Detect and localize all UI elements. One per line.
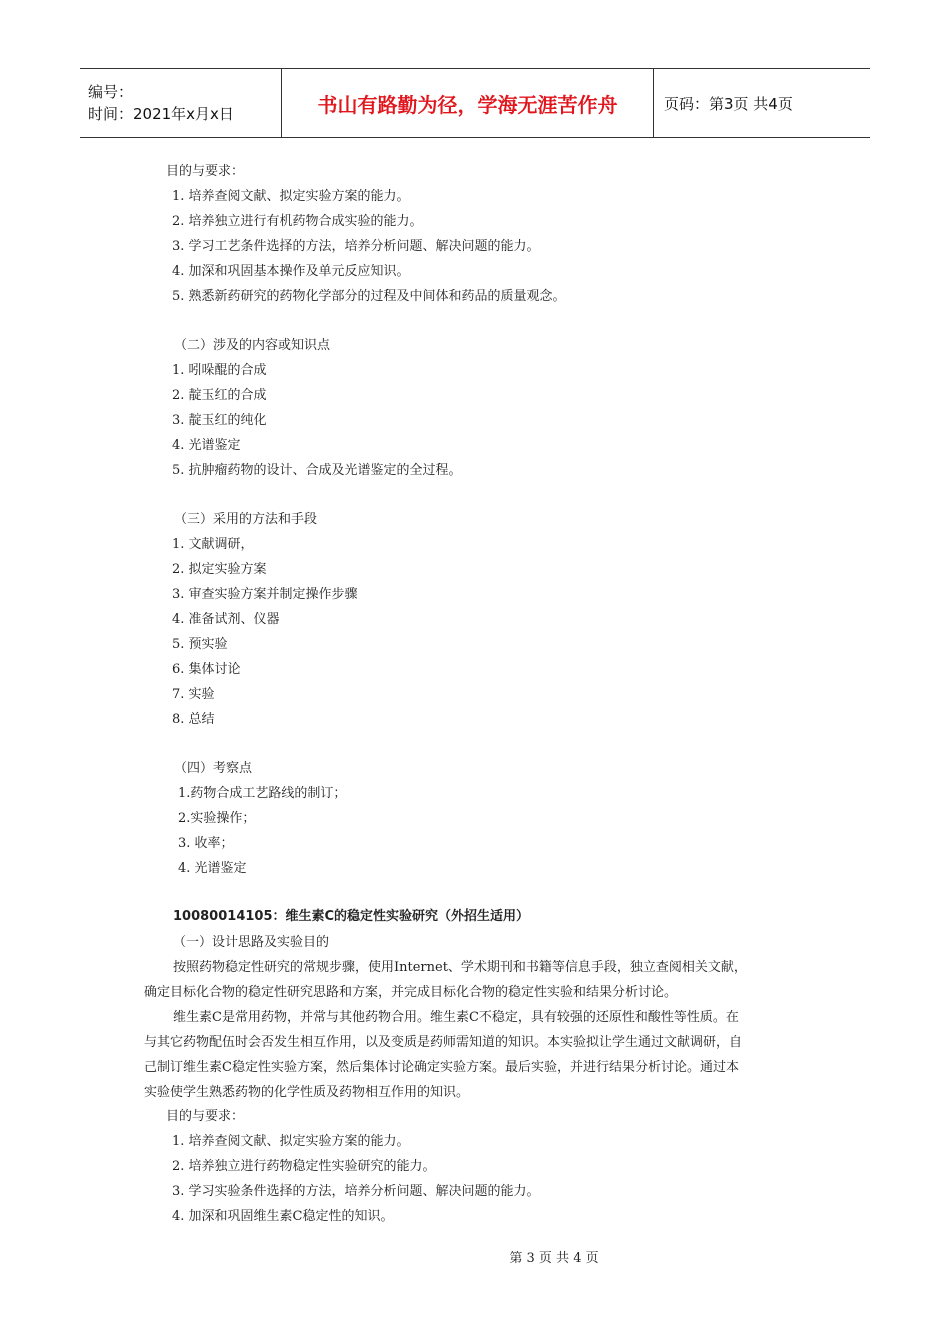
content-heading: （二）涉及的内容或知识点	[174, 338, 331, 353]
exam-item: 3. 收率；	[178, 836, 234, 851]
method-item: 3. 审查实验方案并制定操作步骤	[172, 587, 358, 602]
content-item: 4. 光谱鉴定	[172, 438, 241, 453]
design-heading: （一）设计思路及实验目的	[173, 935, 330, 950]
method-item: 1. 文献调研，	[172, 537, 254, 552]
content-item: 5. 抗肿瘤药物的设计、合成及光谱鉴定的全过程。	[172, 463, 462, 478]
document-header	[80, 68, 870, 138]
method-item: 5. 预实验	[172, 637, 228, 652]
goal-item: 4. 加深和巩固基本操作及单元反应知识。	[172, 264, 410, 279]
exam-item: 1.药物合成工艺路线的制订；	[178, 786, 347, 801]
methods-heading: （三）采用的方法和手段	[174, 512, 318, 527]
paragraph-line: 实验使学生熟悉药物的化学性质及药物相互作用的知识。	[144, 1085, 470, 1100]
content-item: 1. 吲哚醌的合成	[172, 363, 267, 378]
exam-item: 4. 光谱鉴定	[178, 861, 247, 876]
exam-item: 2.实验操作；	[178, 811, 256, 826]
goals-heading: 目的与要求：	[166, 1109, 245, 1124]
goal-item: 2. 培养独立进行药物稳定性实验研究的能力。	[172, 1159, 436, 1174]
method-item: 6. 集体讨论	[172, 662, 241, 677]
goal-item: 2. 培养独立进行有机药物合成实验的能力。	[172, 214, 423, 229]
goal-item: 5. 熟悉新药研究的药物化学部分的过程及中间体和药品的质量观念。	[172, 289, 566, 304]
experiment-title: 10080014105：维生素C的稳定性实验研究（外招生适用）	[173, 909, 530, 924]
paragraph-line: 按照药物稳定性研究的常规步骤，使用Internet、学术期刊和书籍等信息手段，独立查阅相关文献，	[173, 960, 747, 975]
time-label: 时间：2021年x月x日	[88, 105, 234, 123]
page-footer	[0, 1247, 950, 1266]
paragraph-line: 确定目标化合物的稳定性研究思路和方案，并完成目标化合物的稳定性实验和结果分析讨论。	[144, 985, 678, 1000]
paragraph-line: 与其它药物配伍时会否发生相互作用，以及变质是药师需知道的知识。本实验拟让学生通过文献调研，自	[144, 1035, 743, 1050]
method-item: 4. 准备试剂、仪器	[172, 612, 280, 627]
exam-heading: （四）考察点	[174, 761, 253, 776]
number-label: 编号：	[88, 83, 134, 101]
method-item: 2. 拟定实验方案	[172, 562, 267, 577]
goal-item: 1. 培养查阅文献、拟定实验方案的能力。	[172, 189, 410, 204]
content-item: 2. 靛玉红的合成	[172, 388, 267, 403]
footer-page-number: 第 3 页 共 4 页	[509, 1251, 599, 1266]
method-item: 8. 总结	[172, 712, 215, 727]
method-item: 7. 实验	[172, 687, 215, 702]
goals-heading: 目的与要求：	[166, 164, 245, 179]
header-motto: 书山有路勤为径，学海无涯苦作舟	[282, 69, 654, 137]
content-item: 3. 靛玉红的纯化	[172, 413, 267, 428]
goal-item: 1. 培养查阅文献、拟定实验方案的能力。	[172, 1134, 410, 1149]
paragraph-line: 维生素C是常用药物，并常与其他药物合用。维生素C不稳定，具有较强的还原性和酸性等性质。在	[173, 1010, 739, 1025]
goal-item: 3. 学习工艺条件选择的方法，培养分析问题、解决问题的能力。	[172, 239, 540, 254]
goal-item: 3. 学习实验条件选择的方法，培养分析问题、解决问题的能力。	[172, 1184, 540, 1199]
header-meta	[80, 69, 282, 137]
paragraph-line: 己制订维生素C稳定性实验方案，然后集体讨论确定实验方案。最后实验，并进行结果分析讨论。通过本	[144, 1060, 739, 1075]
header-page-label: 页码：第3页 共4页	[664, 94, 793, 113]
goal-item: 4. 加深和巩固维生素C稳定性的知识。	[172, 1209, 394, 1224]
